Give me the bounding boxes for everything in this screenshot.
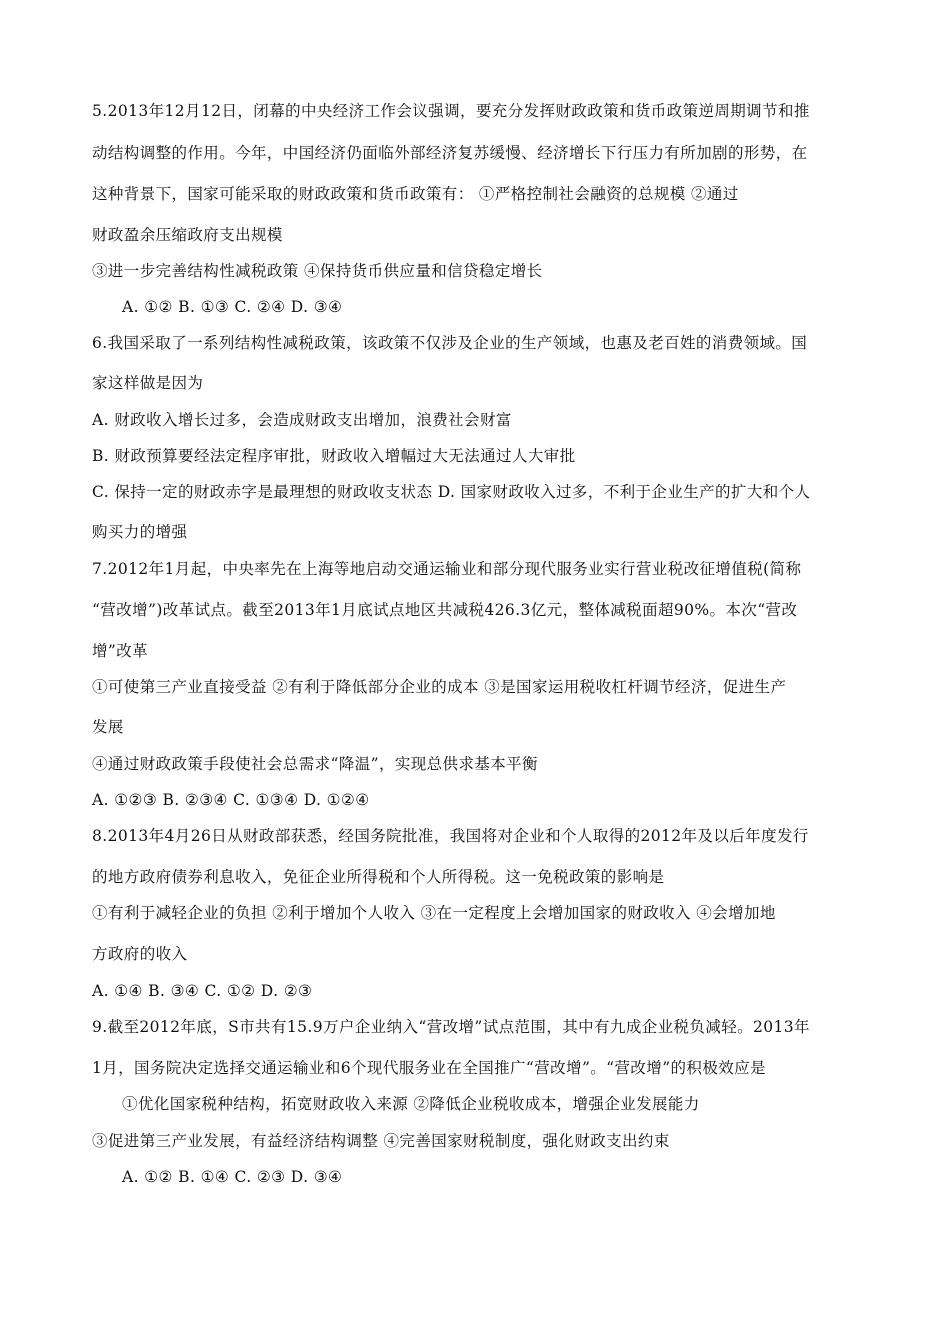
q9-line-4: ③促进第三产业发展，有益经济结构调整 ④完善国家财税制度，强化财政支出约束 (92, 1132, 670, 1150)
q6-line-1: 6.我国采取了一系列结构性减税政策，该政策不仅涉及企业的生产领域，也惠及老百姓的消费领域。国 (92, 334, 808, 352)
q6-option-a: A. 财政收入增长过多，会造成财政支出增加，浪费社会财富 (92, 411, 512, 429)
q7-line-4: ①可使第三产业直接受益 ②有利于降低部分企业的成本 ③是国家运用税收杠杆调节经济，促进生产 (92, 678, 787, 696)
q7-options: A. ①②③ B. ②③④ C. ①③④ D. ①②④ (92, 791, 370, 809)
q8-line-1: 8.2013年4月26日从财政部获悉，经国务院批准，我国将对企业和个人取得的2012年及以后年度发行 (92, 827, 809, 845)
q5-line-4: 财政盈余压缩政府支出规模 (92, 226, 283, 244)
q8-line-2: 的地方政府债券利息收入，免征企业所得税和个人所得税。这一免税政策的影响是 (92, 868, 665, 886)
q9-line-2: 1月，国务院决定选择交通运输业和6个现代服务业在全国推广“营改增”。“营改增”的积极效应是 (92, 1059, 766, 1077)
q9-line-3: ①优化国家税种结构，拓宽财政收入来源 ②降低企业税收成本，增强企业发展能力 (122, 1095, 700, 1113)
q9-line-1: 9.截至2012年底，S市共有15.9万户企业纳入“营改增”试点范围，其中有九成企业税负减轻。2013年 (92, 1018, 810, 1036)
q5-options: A. ①② B. ①③ C. ②④ D. ③④ (122, 298, 343, 316)
q8-line-4: 方政府的收入 (92, 945, 188, 963)
q6-option-cd-cont: 购买力的增强 (92, 523, 188, 541)
q7-line-2: “营改增”)改革试点。截至2013年1月底试点地区共减税426.3亿元，整体减税面超90%。本次“营改 (92, 601, 798, 619)
q5-line-3: 这种背景下，国家可能采取的财政政策和货币政策有： ①严格控制社会融资的总规模 ②通过 (92, 185, 739, 203)
q8-line-3: ①有利于减轻企业的负担 ②利于增加个人收入 ③在一定程度上会增加国家的财政收入 ④会增加地 (92, 904, 776, 922)
q7-line-3: 增”改革 (92, 642, 149, 660)
q8-options: A. ①④ B. ③④ C. ①② D. ②③ (92, 982, 313, 1000)
q5-line-1: 5.2013年12月12日，闭幕的中央经济工作会议强调，要充分发挥财政政策和货币政策逆周期调节和推 (92, 102, 810, 120)
q5-line-5: ③进一步完善结构性减税政策 ④保持货币供应量和信贷稳定增长 (92, 262, 543, 280)
q6-line-2: 家这样做是因为 (92, 374, 204, 392)
q6-option-b: B. 财政预算要经法定程序审批，财政收入增幅过大无法通过人大审批 (92, 447, 576, 465)
q6-option-cd: C. 保持一定的财政赤字是最理想的财政收支状态 D. 国家财政收入过多，不利于企业生产的扩大和个人 (92, 483, 811, 501)
q7-line-1: 7.2012年1月起，中央率先在上海等地启动交通运输业和部分现代服务业实行营业税改征增值税(简称 (92, 560, 802, 578)
q5-line-2: 动结构调整的作用。今年，中国经济仍面临外部经济复苏缓慢、经济增长下行压力有所加剧的形势，在 (92, 144, 808, 162)
q9-options: A. ①② B. ①④ C. ②③ D. ③④ (122, 1168, 343, 1186)
q7-line-5: 发展 (92, 718, 124, 736)
q7-line-6: ④通过财政政策手段使社会总需求“降温”，实现总供求基本平衡 (92, 755, 538, 773)
